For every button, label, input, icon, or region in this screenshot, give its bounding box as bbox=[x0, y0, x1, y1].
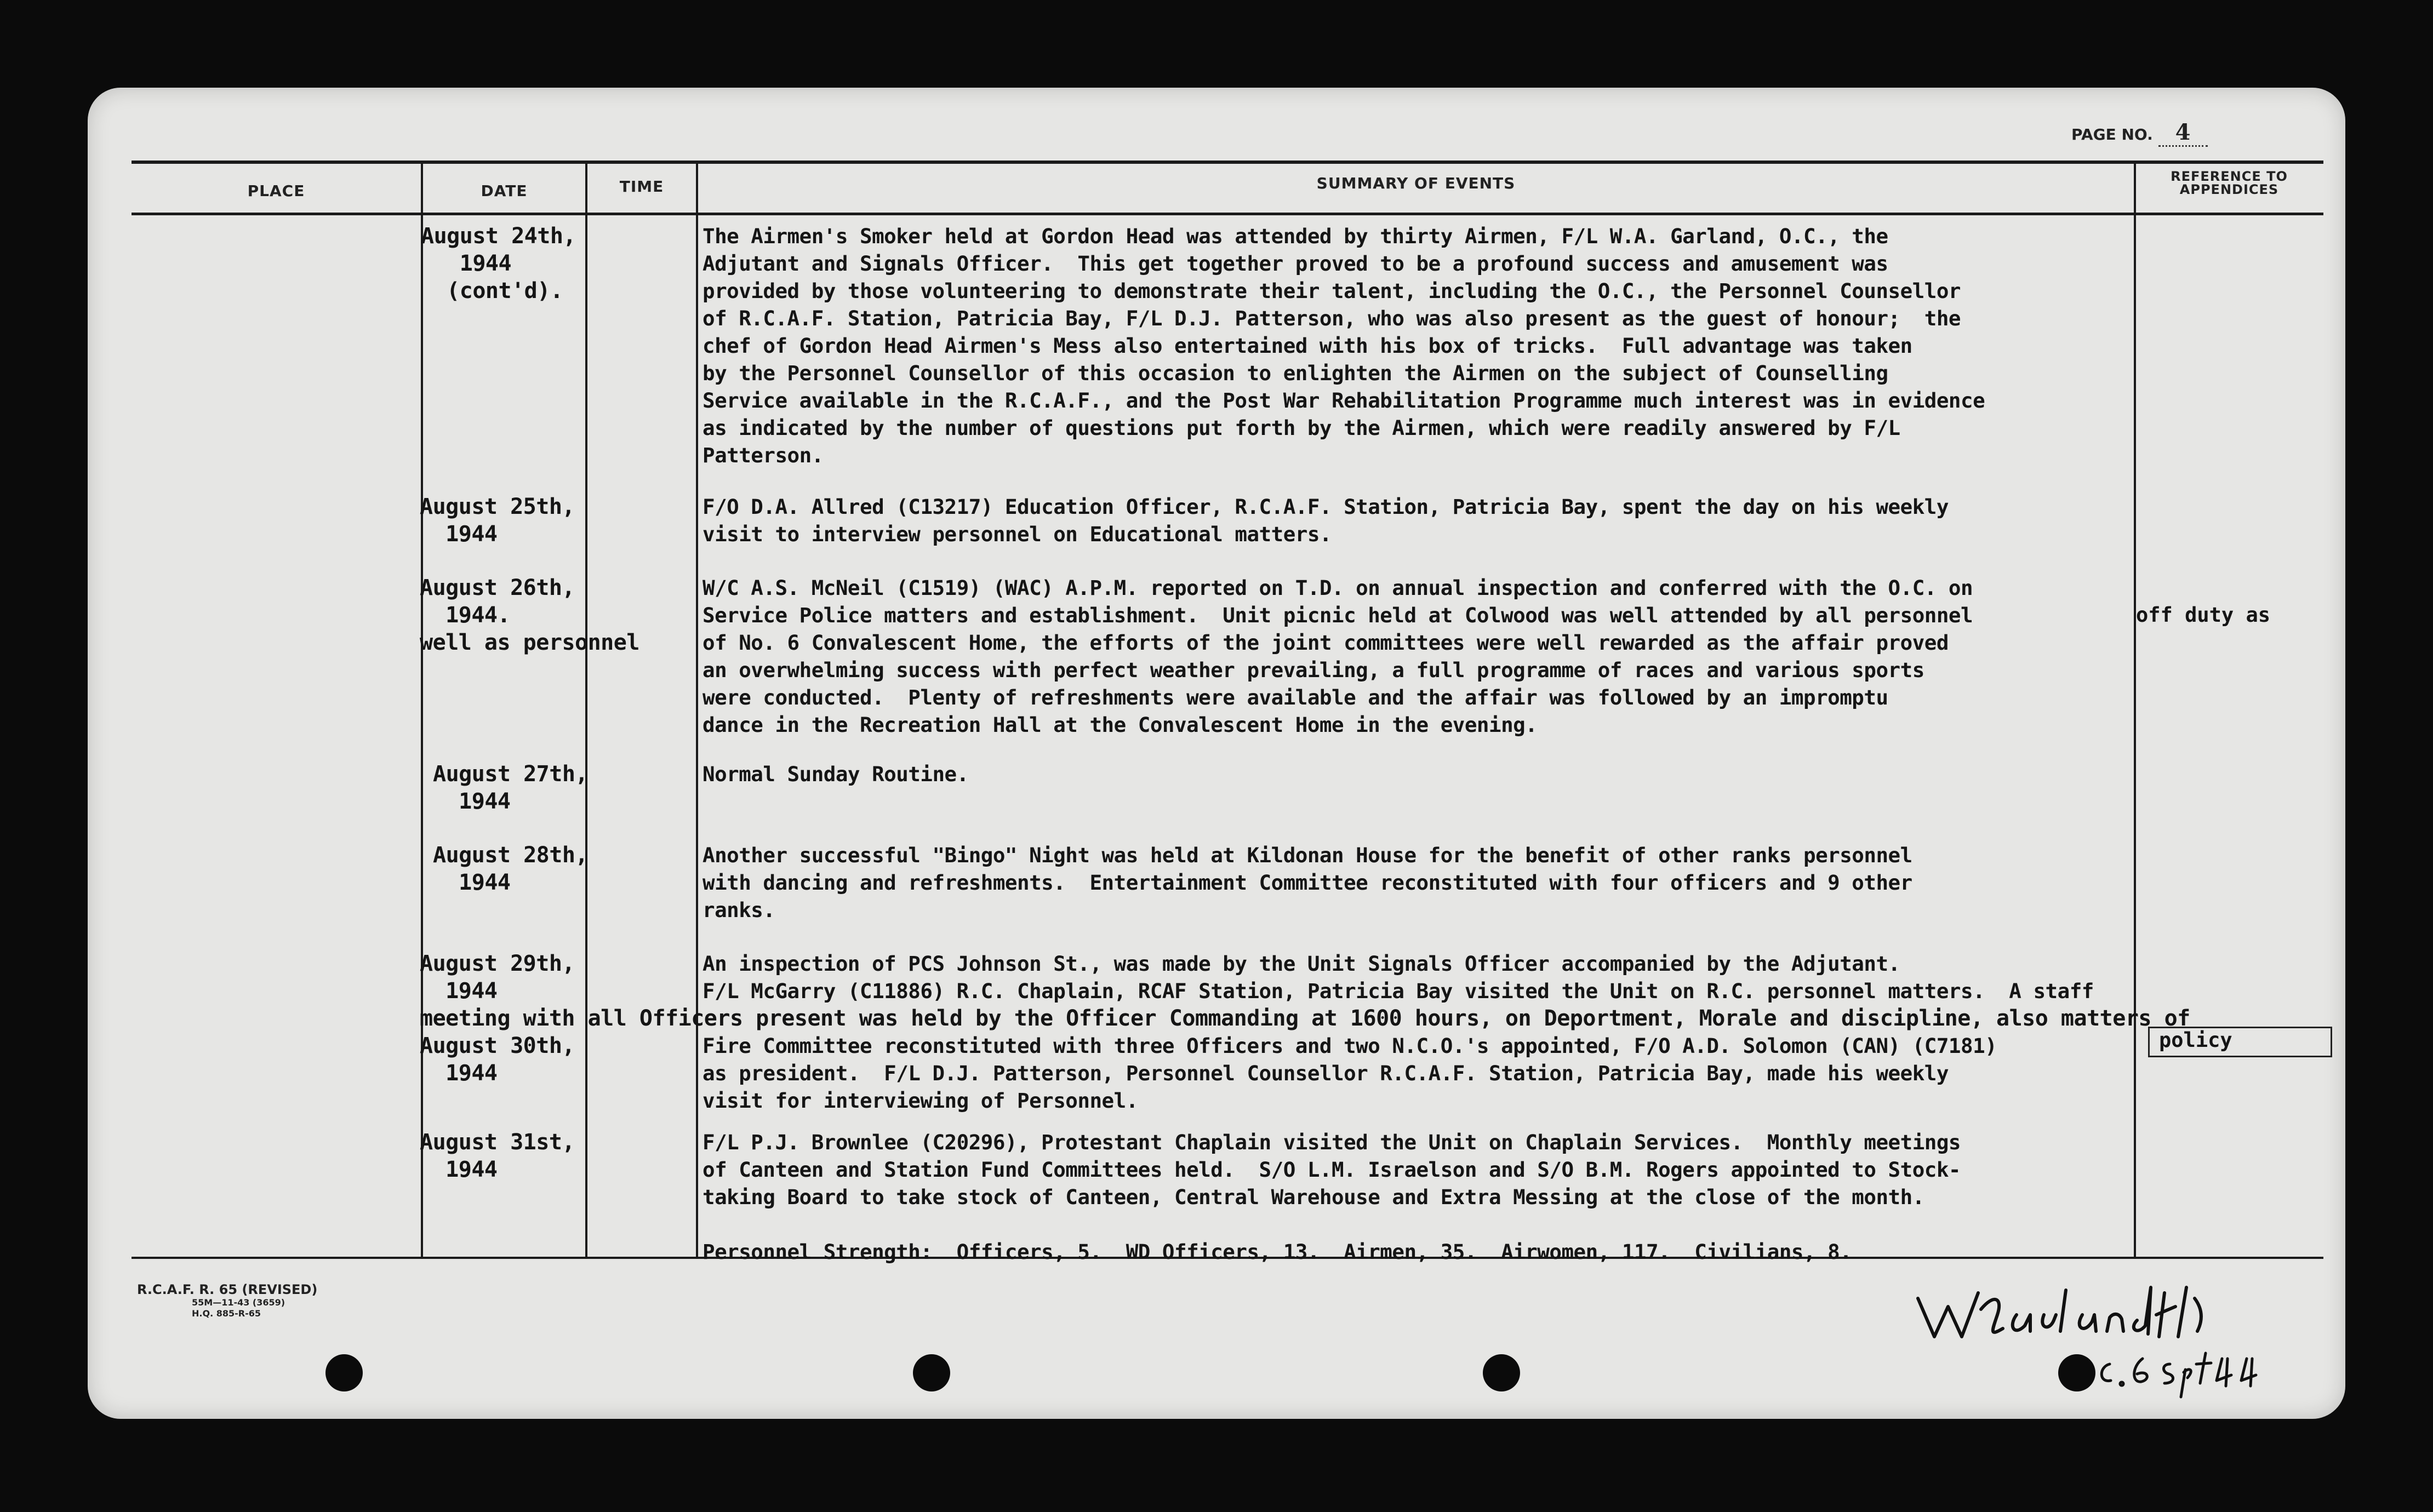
print-code: H.Q. 885-R-65 bbox=[192, 1308, 261, 1319]
date-entry: August 28th, 1944 bbox=[433, 843, 588, 895]
form-number: R.C.A.F. R. 65 (REVISED) bbox=[137, 1282, 318, 1297]
column-header-summary: SUMMARY OF EVENTS bbox=[1316, 174, 1516, 192]
summary-entry: An inspection of PCS Johnson St., was made by the Unit Signals Officer accompanied by the Adjutant. F/L McGarry (C11886) R.C. Chaplain, RCAF Station, Patricia Bay visited the Unit on R.C. personnel matters. A staff Fire Committee reconstituted with three Officers and two N.C.O.'s appointed, F/O A.D. Solomon (CAN) (C7181) as president. F/L D.J. Patterson, Personnel Counsellor R.C.A.F. Station, Patricia Bay, made his weekly visit for interviewing of Personnel. bbox=[703, 952, 2094, 1113]
punch-hole bbox=[1483, 1354, 1520, 1391]
page-number bbox=[2071, 119, 2208, 147]
margin-note: policy bbox=[2159, 1028, 2232, 1052]
summary-entry: Normal Sunday Routine. bbox=[703, 762, 969, 786]
war-diary-page bbox=[88, 88, 2345, 1419]
date-entry: August 27th, 1944 bbox=[433, 761, 588, 814]
date-entry: August 31st, 1944 bbox=[420, 1130, 575, 1182]
summary-entry: W/C A.S. McNeil (C1519) (WAC) A.P.M. reported on T.D. on annual inspection and conferred with the O.C. on Service Police matters and establishment. Unit picnic held at Colwood was well attended by all personnel of No. 6 Convalescent Home, the efforts of the joint committees were well rewarded as the affair proved an overwhelming success with perfect weather prevailing, a full programme of races and various sports were conducted. Plenty of refreshments were available and the affair was followed by an impromptu dance in the Recreation Hall at the Convalescent Home in the evening. bbox=[703, 576, 1973, 737]
summary-entry: F/O D.A. Allred (C13217) Education Officer, R.C.A.F. Station, Patricia Bay, spent the day on his weekly visit to interview personnel on Educational matters. bbox=[703, 495, 1949, 546]
form-identifier bbox=[137, 1282, 317, 1319]
date-entry: August 26th, 1944. well as personnel bbox=[420, 575, 639, 655]
punch-hole bbox=[2058, 1354, 2095, 1391]
summary-entry: The Airmen's Smoker held at Gordon Head was attended by thirty Airmen, F/L W.A. Garland, O.C., the Adjutant and Signals Officer. This get together proved to be a profound success and amusement was provided by those volunteering to demonstrate their talent, including the O.C., the Personnel Counsellor of R.C.A.F. Station, Patricia Bay, F/L D.J. Patterson, who was also present as the guest of honour; the chef of Gordon Head Airmen's Mess also entertained with his box of tricks. Full advantage was taken by the Personnel Counsellor of this occasion to enlighten the Airmen on the subject of Counselling Service available in the R.C.A.F., and the Post War Rehabilitation Programme much interest was in evidence as indicated by the number of questions put forth by the Airmen, which were readily answered by F/L Patterson. bbox=[703, 224, 1985, 467]
column-header-place: PLACE bbox=[247, 182, 305, 200]
column-rule-time bbox=[696, 162, 698, 1258]
punch-hole bbox=[325, 1354, 363, 1391]
column-header-reference: REFERENCE TO APPENDICES bbox=[2171, 169, 2288, 197]
column-header-time: TIME bbox=[619, 177, 664, 196]
column-rule-date bbox=[585, 162, 587, 1258]
margin-note: off duty as bbox=[2136, 603, 2271, 627]
page-number-value: 4 bbox=[2158, 119, 2208, 147]
page-number-label: PAGE NO. bbox=[2071, 125, 2153, 144]
date-entry: August 24th, 1944 (cont'd). bbox=[421, 224, 576, 303]
punch-hole bbox=[913, 1354, 950, 1391]
handwritten-signature bbox=[1907, 1276, 2334, 1402]
column-header-date: DATE bbox=[481, 182, 528, 200]
date-entry: August 25th, 1944 bbox=[420, 494, 575, 547]
top-rule bbox=[132, 161, 2323, 164]
column-rule-place bbox=[421, 162, 423, 1258]
header-rule bbox=[132, 213, 2323, 215]
column-rule-summary bbox=[2134, 162, 2136, 1258]
date-entry: August 29th, 1944 meeting with all Officers present was held by the Officer Commanding at 1600 hours, on Deportment, Morale and discipline, also matters of August 30th, 1944 bbox=[420, 951, 2190, 1086]
summary-entry: F/L P.J. Brownlee (C20296), Protestant Chaplain visited the Unit on Chaplain Services. Monthly meetings of Canteen and Station Fund Committees held. S/O L.M. Israelson and S/O B.M. Rogers appointed to Stock- taking Board to take stock of Canteen, Central Warehouse and Extra Messing at the close of the month. Personnel Strength: Officers, 5. WD Officers, 13. Airmen, 35. Airwomen, 117. Civilians, 8. bbox=[703, 1130, 1961, 1264]
summary-entry: Another successful "Bingo" Night was held at Kildonan House for the benefit of other ranks personnel with dancing and refreshments. Entertainment Committee reconstituted with four officers and 9 other ranks. bbox=[703, 843, 1912, 922]
print-code: 55M—11-43 (3659) bbox=[192, 1297, 285, 1308]
